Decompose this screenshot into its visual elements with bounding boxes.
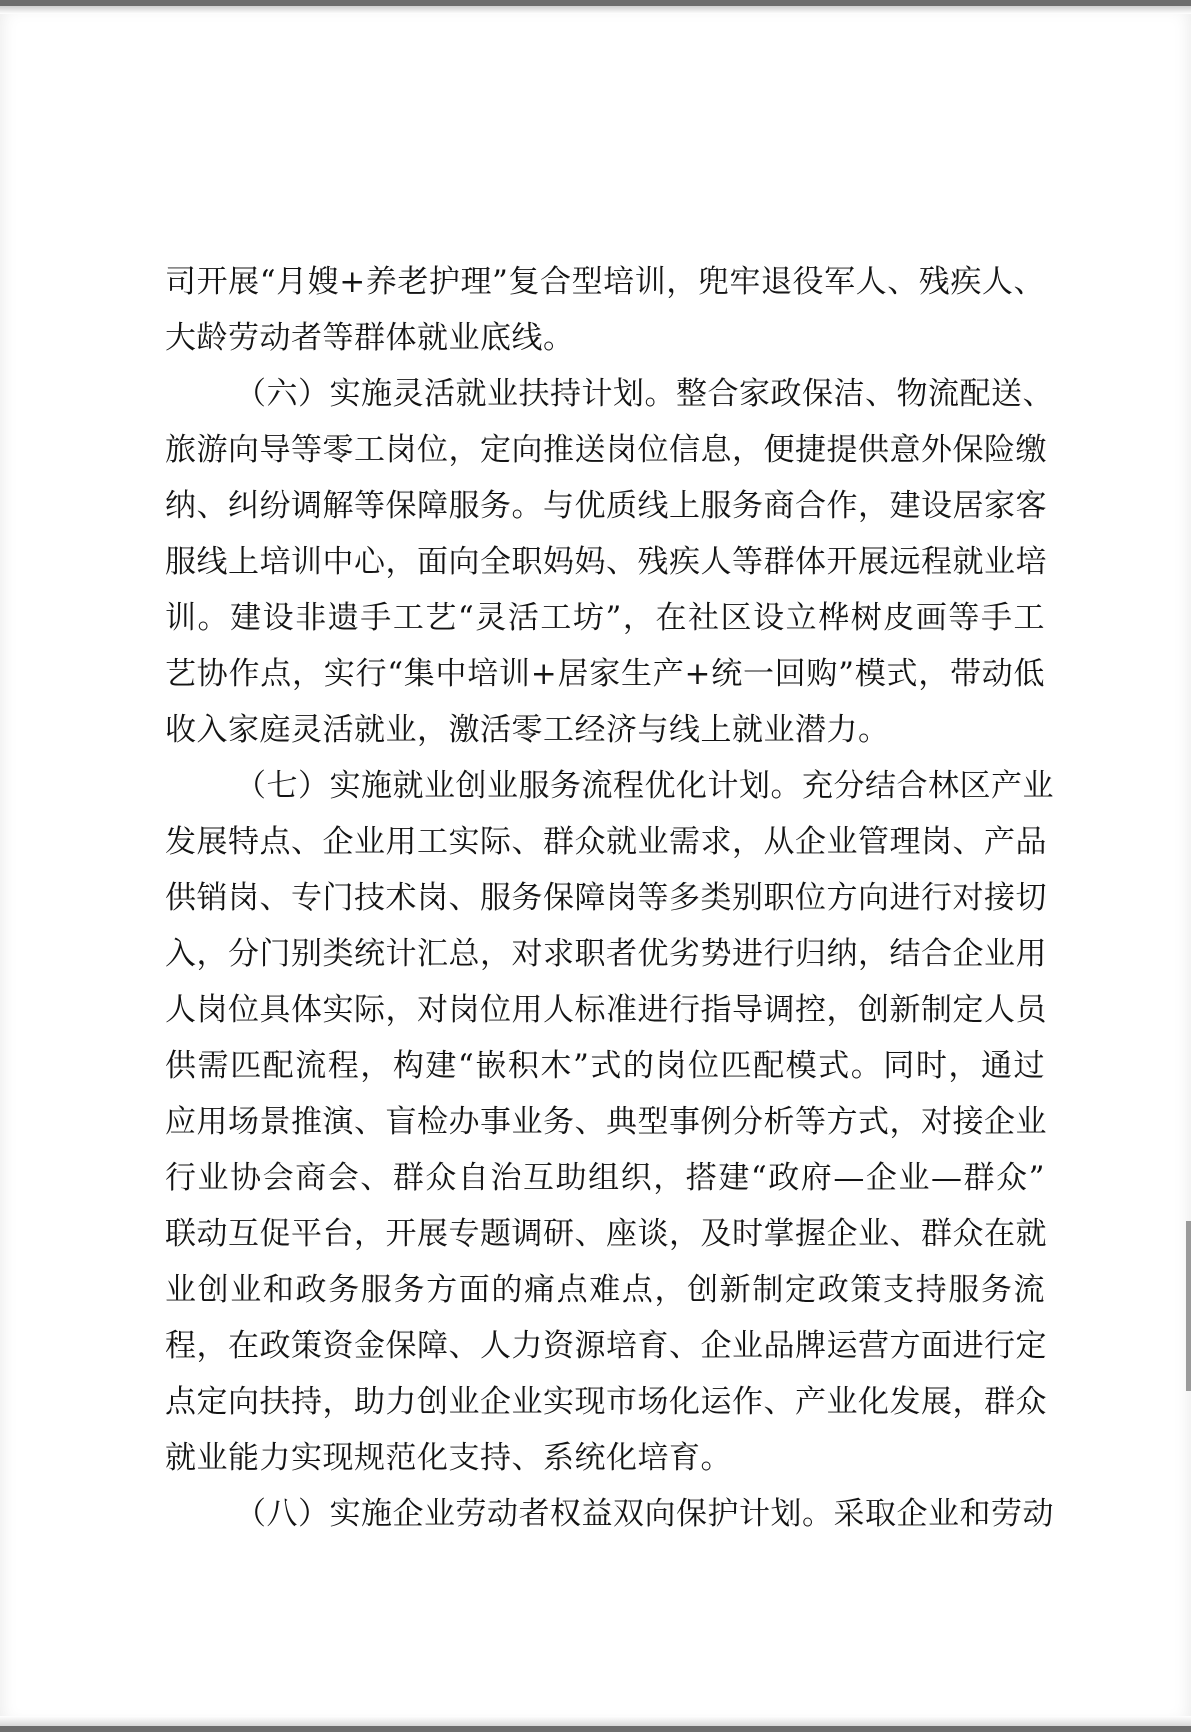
- text-line: 入，分门别类统计汇总，对求职者优劣势进行归纳，结合企业用: [165, 936, 1047, 972]
- text-line: 供需匹配流程，构建“嵌积木”式的岗位匹配模式。同时，通过: [165, 1048, 1045, 1084]
- text-line: 应用场景推演、盲检办事业务、典型事例分析等方式，对接企业: [165, 1104, 1047, 1140]
- text-line: 程，在政策资金保障、人力资源培育、企业品牌运营方面进行定: [165, 1328, 1047, 1364]
- section-heading-line: （六）实施灵活就业扶持计划。整合家政保洁、物流配送、: [235, 376, 1054, 412]
- text-line: 服线上培训中心，面向全职妈妈、残疾人等群体开展远程就业培: [165, 544, 1047, 580]
- section-heading-line: （七）实施就业创业服务流程优化计划。充分结合林区产业: [235, 768, 1054, 804]
- text-line: 点定向扶持，助力创业企业实现市场化运作、产业化发展，群众: [165, 1384, 1047, 1420]
- text-line: 发展特点、企业用工实际、群众就业需求，从企业管理岗、产品: [165, 824, 1047, 860]
- text-line: 联动互促平台，开展专题调研、座谈，及时掌握企业、群众在就: [165, 1216, 1047, 1252]
- text-line: 行业协会商会、群众自治互助组织，搭建“政府—企业—群众”: [165, 1160, 1045, 1196]
- page-edge-marker: [1186, 1221, 1191, 1391]
- text-line: 司开展“月嫂+养老护理”复合型培训，兜牢退役军人、残疾人、: [165, 264, 1045, 300]
- body-text: [165, 254, 1054, 1542]
- text-line: 训。建设非遗手工艺“灵活工坊”，在社区设立桦树皮画等手工: [165, 600, 1045, 636]
- page-top-shadow: [0, 6, 1191, 14]
- text-line: 艺协作点，实行“集中培训+居家生产+统一回购”模式，带动低: [165, 656, 1045, 692]
- text-line: 供销岗、专门技术岗、服务保障岗等多类别职位方向进行对接切: [165, 880, 1047, 916]
- text-line: 旅游向导等零工岗位，定向推送岗位信息，便捷提供意外保险缴: [165, 432, 1047, 468]
- text-line: 就业能力实现规范化支持、系统化培育。: [165, 1440, 732, 1476]
- document-page: [0, 6, 1191, 1726]
- text-line: 收入家庭灵活就业，激活零工经济与线上就业潜力。: [165, 712, 890, 748]
- section-heading-line: （八）实施企业劳动者权益双向保护计划。采取企业和劳动: [235, 1496, 1054, 1532]
- text-line: 人岗位具体实际，对岗位用人标准进行指导调控，创新制定人员: [165, 992, 1047, 1028]
- text-line: 大龄劳动者等群体就业底线。: [165, 320, 575, 356]
- page-bottom-shadow: [0, 1716, 1191, 1726]
- text-line: 业创业和政务服务方面的痛点难点，创新制定政策支持服务流: [165, 1272, 1045, 1308]
- text-line: 纳、纠纷调解等保障服务。与优质线上服务商合作，建设居家客: [165, 488, 1047, 524]
